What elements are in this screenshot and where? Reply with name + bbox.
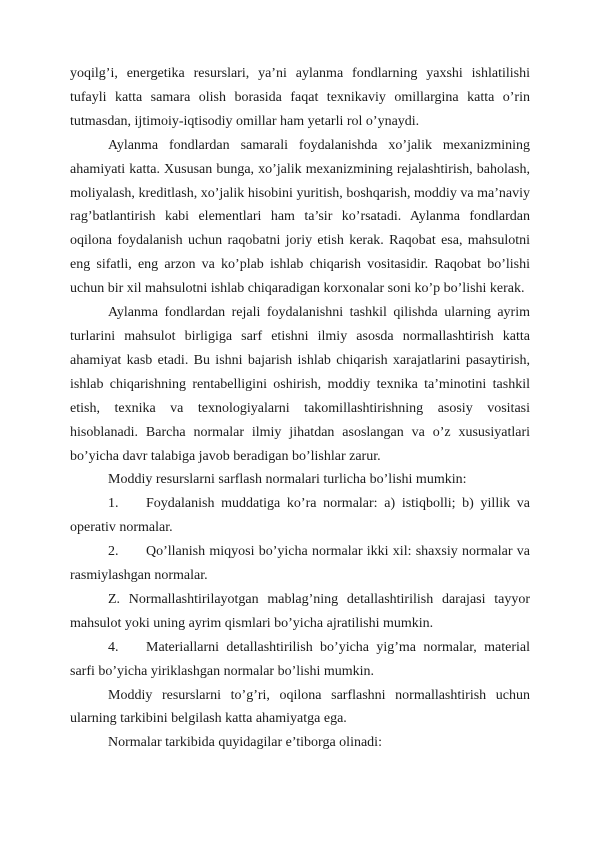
list-text: Foydalanish muddatiga ko’ra normalar: a) istiqbolli; b) yillik va operativ normalar. bbox=[70, 496, 530, 536]
paragraph-3: Aylanma fondlardan rejali foydalanishni tashkil qilishda ularning ayrim turlarini mahsulot birligiga sarf etishni ilmiy asosda normallashtirish katta ahamiyat kasb etadi. Bu ishni bajarish ishlab chiqarish xarajatlarini pasaytirish, ishlab chiqarishning rentabelligini oshirish, moddiy texnika ta’minotini tashkil etish, texnika va texnologiyalarni takomillashtirishning asosiy vositasi hisoblanadi. Barcha normalar ilmiy jihatdan asoslangan va o’z xususiyatlari bo’yicha davr talabiga javob beradigan bo’lishlar zarur. bbox=[70, 305, 530, 464]
paragraph-2: Aylanma fondlardan samarali foydalanishda xo’jalik mexanizmining ahamiyati katta. Xususan bunga, xo’jalik mexanizmining rejalashtirish, baholash, moliyalash, kreditlash, xo’jalik hisobini yuritish, boshqarish, moddiy va ma’naviy rag’batlantirish kabi elementlari ham ta’sir ko’rsatadi. Aylanma fondlardan oqilona foydalanish uchun raqobatni joriy etish kerak. Raqobat esa, mahsulotni eng sifatli, eng arzon va ko’plab ishlab chiqarish vositasidir. Raqobat bo’lishi uchun bir xil mahsulotni ishlab chiqaradigan korxonalar soni ko’p bo’lishi kerak. bbox=[70, 137, 530, 297]
list-number: 4. bbox=[108, 639, 119, 655]
paragraph-closing-2: Normalar tarkibida quyidagilar e’tiborga olinadi: bbox=[108, 735, 382, 751]
list-text: Qo’llanish miqyosi bo’yicha normalar ikki xil: shaxsiy normalar va rasmiylashgan normalar. bbox=[70, 544, 530, 584]
list-number: 1. bbox=[108, 496, 119, 512]
list-item-3 bbox=[70, 588, 530, 636]
list-text: Z. Normallashtirilayotgan mablag’ning detallashtirilish darajasi tayyor mahsulot yoki uning ayrim qismlari bo’yicha ajratilishi mumkin. bbox=[70, 591, 530, 631]
list-number: 2. bbox=[108, 544, 119, 560]
paragraph-1: yoqilg’i, energetika resurslari, ya’ni aylanma fondlarning yaxshi ishlatilishi tufayli katta samara olish borasida faqat texnikaviy omillargina katta o’rin tutmasdan, ijtimoiy-iqtisodiy omillar ham yetarli rol o’ynaydi. bbox=[70, 66, 530, 129]
paragraph-4: Moddiy resurslarni sarflash normalari turlicha bo’lishi mumkin: bbox=[108, 472, 467, 488]
document-page bbox=[70, 62, 530, 755]
list-item-1 bbox=[70, 492, 530, 540]
list-item-2 bbox=[70, 540, 530, 588]
paragraph-closing-1: Moddiy resurslarni to’g’ri, oqilona sarflashni normallashtirish uchun ularning tarkibini belgilash katta ahamiyatga ega. bbox=[70, 687, 530, 727]
list-text: Materiallarni detallashtirilish bo’yicha yig’ma normalar, material sarfi bo’yicha yiriklashgan normalar bo’lishi mumkin. bbox=[70, 639, 530, 679]
list-item-4 bbox=[70, 636, 530, 684]
